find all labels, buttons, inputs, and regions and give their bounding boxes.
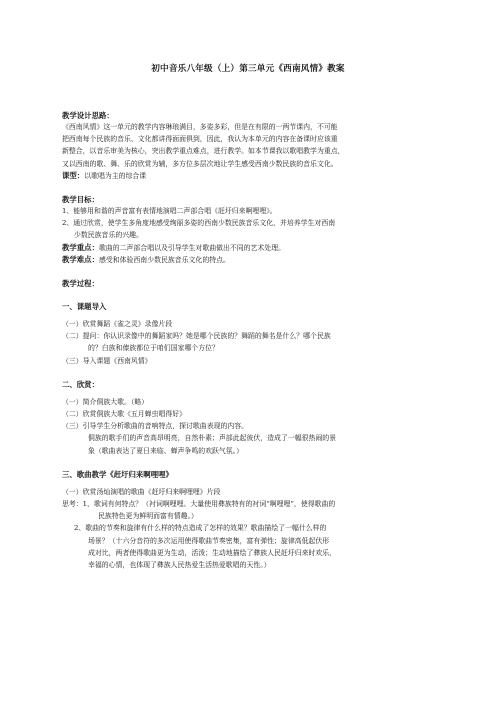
section-item: （三）引导学生分析歌曲的音响特点，探讨歌曲表现的内容。 xyxy=(62,422,249,431)
key-point-label: 教学重点： xyxy=(62,242,99,252)
lesson-type-label: 课型： xyxy=(62,170,85,180)
section-heading: 三、歌曲教学《赶圩归来啊哩哩》 xyxy=(62,469,173,479)
section-item: （二）提问：你认识录像中的舞蹈家吗？她是哪个民族的？舞蹈的舞名是什么？哪个民族 xyxy=(62,332,331,341)
goal-item-continued: 少数民族音乐的兴趣。 xyxy=(74,231,143,240)
goal-item: 2、通过欣赏，使学生多角度地感受绚丽多姿的西南少数民族音乐文化，并培养学生对西南 xyxy=(62,219,336,228)
key-point-value: 歌曲的二声部合唱以及引导学生对歌曲做出不同的艺术处理。 xyxy=(98,243,286,252)
section-item: 2、歌曲的节奏和旋律有什么样的特点造成了怎样的效果？歌曲描绘了一幅什么样的 xyxy=(74,524,327,533)
section-item-continued: 的？白族和傣族都位于咱们国家哪个方位？ xyxy=(88,344,219,353)
section-item: （一）欣赏汤灿演唱的歌曲《赶圩归来啊哩哩》片段 xyxy=(62,487,221,496)
process-heading: 教学过程： xyxy=(62,279,99,289)
design-line: 又以西南的歌、舞、乐的欣赏为辅，多方位多层次地让学生感受西南少数民族的音乐文化。 xyxy=(62,159,338,168)
design-line: 新整合，以音乐审美为核心，突出教学重点难点，进行教学。如本节课我以歌唱教学为重点， xyxy=(62,147,345,156)
difficulty-value: 感受和体验西南少数民族音乐文化的特点。 xyxy=(98,255,230,264)
goals-heading: 教学目标： xyxy=(62,195,99,205)
section-item-continued: 成对比，两者使得歌曲更为生动，活泼；生动地描绘了彝族人民赶圩归来时欢乐， xyxy=(88,548,337,557)
goal-item: 1、能够用和谐的声音富有表情地演唱二声部合唱《赶圩归来啊哩哩》。 xyxy=(62,207,277,216)
section-item-detail: 侗族的歌手们的声音高昂明亮，自然朴素；声部此起彼伏，造成了一幅很热闹的景 xyxy=(88,434,337,443)
design-line: 《西南风情》这一单元的教学内容琳琅满目，多姿多彩，但是在有限的一两节课内，不可能 xyxy=(62,123,338,131)
section-item-detail: 象（歌曲表达了夏日来临、蝉声争鸣的欢跃气氛。） xyxy=(88,446,244,455)
key-point xyxy=(62,242,440,254)
section-item-continued: 民族特色更为鲜明而富有情趣。） xyxy=(98,512,198,521)
lesson-type-value: 以歌唱为主的综合课 xyxy=(84,171,147,180)
section-item: （三）导入课题《西南风情》 xyxy=(62,356,152,365)
section-item: 思考：1、歌词有何特点？（衬词啊哩哩。大量使用彝族特有的衬词“啊哩哩”，使得歌曲的 xyxy=(62,500,336,509)
design-heading: 教学设计思路： xyxy=(62,111,114,120)
difficulty-point xyxy=(62,254,440,266)
document-body xyxy=(62,110,440,571)
difficulty-label: 教学难点： xyxy=(62,254,99,264)
section-item: （一）简介侗族大歌。（略） xyxy=(62,397,149,406)
lesson-type xyxy=(62,170,440,182)
design-paragraph xyxy=(62,121,440,182)
section-heading: 一、课题导入 xyxy=(62,302,107,312)
section-heading: 二、欣赏： xyxy=(62,379,99,389)
section-item: （二）欣赏侗族大歌《五月蝉虫唱得好》 xyxy=(62,410,187,419)
section-item-continued: 场景？（十六分音符的多次运用使得歌曲节奏密集，富有弹性；旋律高低起伏形 xyxy=(88,536,330,545)
design-line: 把西南每个民族的音乐、文化都讲得面面俱到，因此，我认为本单元的内容在备课时应该重 xyxy=(62,135,338,144)
section-item: （一）欣赏舞蹈《雀之灵》录像片段 xyxy=(62,320,173,329)
document-title: 初中音乐八年级（上）第三单元《西南风情》教案 xyxy=(151,64,345,74)
section-item-continued: 幸福的心情，也体现了彝族人民热爱生活热爱歌唱的天性。） xyxy=(88,561,271,570)
